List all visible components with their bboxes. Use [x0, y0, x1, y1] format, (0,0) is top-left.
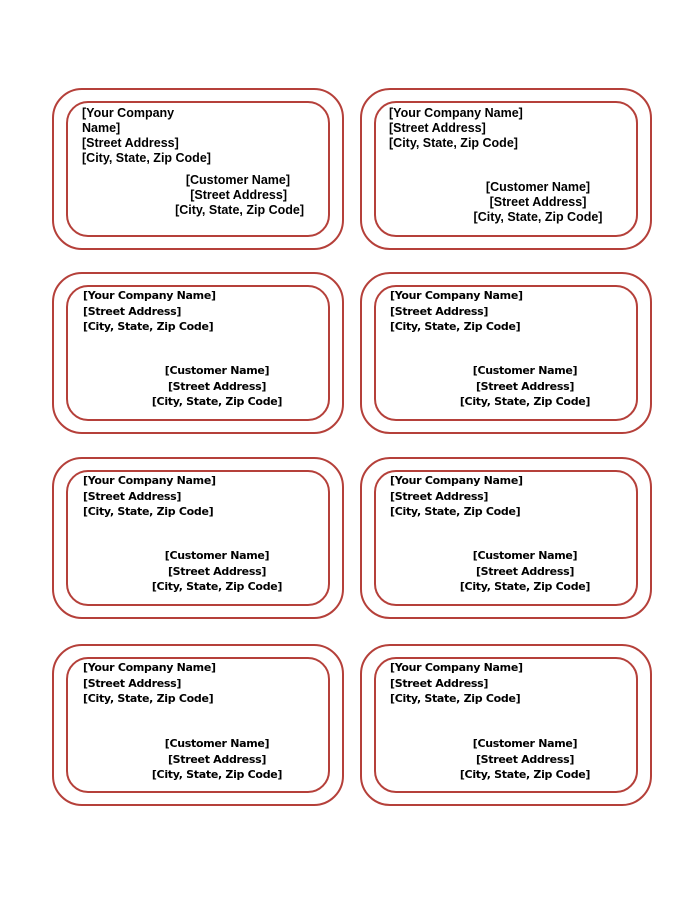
company-city: [City, State, Zip Code] [83, 505, 214, 518]
customer-name: [Customer Name] [472, 549, 578, 562]
customer-name: [Customer Name] [164, 549, 270, 562]
label-7-company-address [83, 660, 216, 707]
company-street: [Street Address] [83, 489, 182, 503]
company-name-line-1: [Your Company [82, 106, 175, 120]
customer-street: [Street Address] [489, 195, 587, 209]
label-5-customer-address [150, 548, 284, 595]
company-city: [City, State, Zip Code] [389, 136, 518, 150]
label-8-customer-address [458, 736, 592, 783]
company-name-line-2: Name] [82, 121, 121, 135]
customer-name: [Customer Name] [485, 180, 591, 194]
customer-street: [Street Address] [475, 752, 575, 766]
label-6-company-address [390, 473, 523, 520]
company-street: [Street Address] [389, 121, 486, 135]
label-5-company-address [83, 473, 216, 520]
company-name: [Your Company Name] [83, 474, 216, 487]
customer-city: [City, State, Zip Code] [151, 768, 283, 781]
company-name: [Your Company Name] [389, 106, 523, 120]
customer-city: [City, State, Zip Code] [175, 203, 304, 217]
label-1-company-address [82, 106, 211, 166]
label-3-customer-address [150, 363, 284, 410]
company-name: [Your Company Name] [83, 661, 216, 674]
customer-name: [Customer Name] [164, 364, 270, 377]
customer-street: [Street Address] [167, 564, 267, 578]
company-name: [Your Company Name] [390, 474, 523, 487]
customer-street: [Street Address] [475, 379, 575, 393]
company-city: [City, State, Zip Code] [82, 151, 211, 165]
customer-city: [City, State, Zip Code] [151, 395, 283, 408]
company-street: [Street Address] [390, 489, 489, 503]
customer-city: [City, State, Zip Code] [459, 768, 591, 781]
customer-name: [Customer Name] [472, 364, 578, 377]
company-city: [City, State, Zip Code] [390, 320, 521, 333]
company-name: [Your Company Name] [83, 289, 216, 302]
label-1-customer-address [170, 173, 304, 218]
company-street: [Street Address] [390, 676, 489, 690]
customer-name: [Customer Name] [164, 737, 270, 750]
customer-street: [Street Address] [475, 564, 575, 578]
label-4-company-address [390, 288, 523, 335]
customer-street: [Street Address] [167, 752, 267, 766]
customer-street: [Street Address] [167, 379, 267, 393]
customer-city: [City, State, Zip Code] [151, 580, 283, 593]
company-street: [Street Address] [83, 676, 182, 690]
customer-city: [City, State, Zip Code] [459, 395, 591, 408]
customer-name: [Customer Name] [472, 737, 578, 750]
label-2-company-address [389, 106, 523, 151]
company-city: [City, State, Zip Code] [83, 692, 214, 705]
company-name: [Your Company Name] [390, 661, 523, 674]
label-4-customer-address [458, 363, 592, 410]
company-street: [Street Address] [83, 304, 182, 318]
company-name: [Your Company Name] [390, 289, 523, 302]
customer-name: [Customer Name] [185, 173, 290, 187]
company-street: [Street Address] [390, 304, 489, 318]
label-7-customer-address [150, 736, 284, 783]
customer-street: [Street Address] [190, 188, 287, 202]
label-8-company-address [390, 660, 523, 707]
label-2-customer-address [462, 180, 614, 225]
company-city: [City, State, Zip Code] [390, 692, 521, 705]
customer-city: [City, State, Zip Code] [459, 580, 591, 593]
label-3-company-address [83, 288, 216, 335]
company-street: [Street Address] [82, 136, 179, 150]
company-city: [City, State, Zip Code] [390, 505, 521, 518]
customer-city: [City, State, Zip Code] [473, 210, 603, 224]
company-city: [City, State, Zip Code] [83, 320, 214, 333]
label-6-customer-address [458, 548, 592, 595]
